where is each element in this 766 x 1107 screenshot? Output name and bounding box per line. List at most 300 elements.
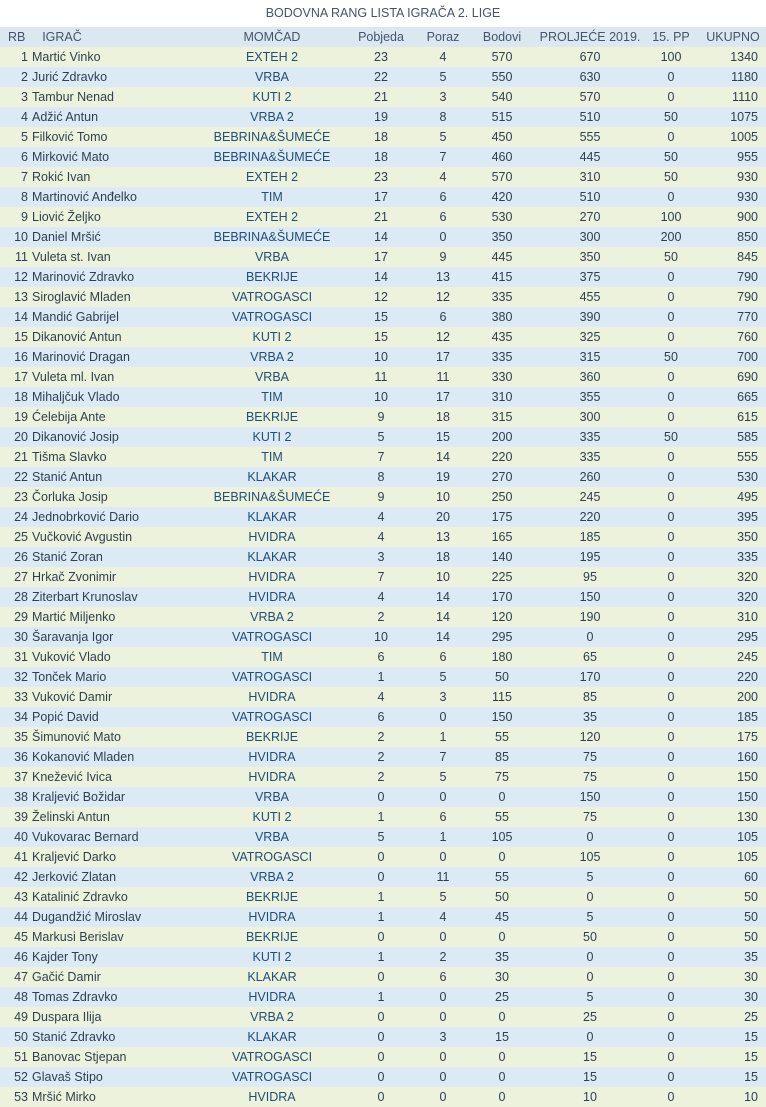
cell-points: 50	[495, 670, 509, 684]
cell-points: 85	[495, 750, 509, 764]
cell-player: Dugandžić Miroslav	[32, 910, 142, 924]
cell-points: 0	[498, 1050, 506, 1064]
cell-player: Vuleta ml. Ivan	[32, 370, 115, 384]
cell-points: 55	[495, 730, 509, 744]
cell-points: 45	[495, 910, 509, 924]
cell-wins: 18	[374, 130, 388, 144]
cell-points: 165	[491, 530, 513, 544]
cell-spring: 150	[579, 590, 601, 604]
table-row	[0, 207, 766, 227]
cell-team: HVIDRA	[248, 590, 296, 604]
cell-total: 930	[737, 170, 758, 184]
cell-losses: 6	[439, 650, 447, 664]
cell-points: 335	[491, 350, 513, 364]
cell-total: 105	[737, 830, 758, 844]
cell-total: 930	[737, 190, 758, 204]
cell-spring: 95	[583, 570, 597, 584]
cell-wins: 2	[377, 750, 385, 764]
cell-points: 0	[498, 1010, 506, 1024]
table-row	[0, 787, 766, 807]
cell-wins: 23	[374, 170, 388, 184]
cell-spring: 0	[586, 830, 594, 844]
cell-rb: 53	[14, 1090, 28, 1104]
cell-wins: 2	[377, 730, 385, 744]
table-row	[0, 907, 766, 927]
cell-rb: 10	[14, 230, 28, 244]
cell-pp: 0	[667, 370, 675, 384]
cell-team: BEBRINA&ŠUMEĆE	[213, 150, 331, 164]
cell-rb: 34	[14, 710, 28, 724]
cell-points: 450	[491, 130, 513, 144]
cell-points: 550	[491, 70, 513, 84]
cell-pp: 0	[667, 690, 675, 704]
cell-wins: 0	[377, 790, 385, 804]
table-row	[0, 307, 766, 327]
table-row	[0, 147, 766, 167]
cell-player: Marinović Dragan	[32, 350, 130, 364]
cell-total: 150	[737, 770, 758, 784]
cell-points: 330	[491, 370, 513, 384]
table-row	[0, 127, 766, 147]
cell-spring: 15	[583, 1070, 597, 1084]
cell-losses: 1	[439, 730, 447, 744]
cell-player: Mihaljčuk Vlado	[32, 390, 120, 404]
cell-player: Dikanović Antun	[32, 330, 122, 344]
cell-player: Vuković Damir	[32, 690, 113, 704]
cell-rb: 19	[14, 410, 28, 424]
cell-losses: 13	[436, 530, 450, 544]
cell-pp: 0	[667, 410, 675, 424]
cell-total: 1340	[730, 50, 758, 64]
table-row	[0, 87, 766, 107]
cell-player: Dikanović Josip	[32, 430, 119, 444]
cell-points: 0	[498, 1090, 506, 1104]
cell-team: KLAKAR	[247, 550, 297, 564]
cell-points: 250	[491, 490, 513, 504]
table-row	[0, 607, 766, 627]
cell-wins: 7	[377, 450, 385, 464]
cell-rb: 1	[21, 50, 28, 64]
table-row	[0, 887, 766, 907]
cell-team: TIM	[261, 450, 283, 464]
cell-rb: 46	[14, 950, 28, 964]
cell-points: 350	[491, 230, 513, 244]
cell-total: 50	[744, 930, 758, 944]
header-player: IGRAČ	[42, 30, 82, 44]
cell-wins: 4	[377, 530, 385, 544]
cell-total: 790	[737, 270, 758, 284]
cell-rb: 48	[14, 990, 28, 1004]
cell-total: 185	[737, 710, 758, 724]
cell-rb: 31	[14, 650, 28, 664]
cell-wins: 10	[374, 390, 388, 404]
cell-rb: 20	[14, 430, 28, 444]
cell-team: HVIDRA	[248, 1090, 296, 1104]
table-row	[0, 367, 766, 387]
cell-player: Šaravanja Igor	[32, 630, 114, 644]
cell-team: KLAKAR	[247, 470, 297, 484]
cell-player: Jednobrković Dario	[32, 510, 139, 524]
cell-points: 570	[491, 170, 513, 184]
cell-rb: 24	[14, 510, 28, 524]
cell-total: 350	[737, 530, 758, 544]
table-header	[0, 27, 766, 47]
table-row	[0, 547, 766, 567]
cell-player: Katalinić Zdravko	[32, 890, 128, 904]
cell-team: HVIDRA	[248, 690, 296, 704]
cell-pp: 0	[667, 330, 675, 344]
table-row	[0, 267, 766, 287]
cell-team: VATROGASCI	[231, 850, 313, 864]
cell-points: 0	[498, 850, 506, 864]
cell-spring: 0	[586, 950, 594, 964]
cell-pp: 0	[667, 1090, 675, 1104]
cell-wins: 1	[377, 810, 385, 824]
table-row	[0, 627, 766, 647]
cell-spring: 270	[579, 210, 601, 224]
cell-losses: 18	[436, 410, 450, 424]
cell-total: 295	[737, 630, 758, 644]
cell-spring: 245	[579, 490, 601, 504]
cell-wins: 19	[374, 110, 388, 124]
cell-wins: 0	[377, 930, 385, 944]
cell-points: 445	[491, 250, 513, 264]
cell-pp: 0	[667, 190, 675, 204]
cell-points: 115	[492, 690, 512, 704]
cell-wins: 0	[377, 970, 385, 984]
cell-pp: 0	[667, 550, 675, 564]
cell-losses: 4	[439, 50, 447, 64]
cell-total: 1005	[730, 130, 758, 144]
cell-spring: 510	[579, 190, 601, 204]
cell-pp: 50	[664, 350, 678, 364]
cell-player: Glavaš Stipo	[32, 1070, 103, 1084]
table-row	[0, 867, 766, 887]
cell-wins: 5	[377, 430, 385, 444]
cell-total: 395	[737, 510, 758, 524]
cell-losses: 6	[439, 190, 447, 204]
cell-team: KUTI 2	[252, 950, 292, 964]
cell-player: Banovac Stjepan	[32, 1050, 127, 1064]
cell-wins: 10	[374, 630, 388, 644]
cell-spring: 375	[579, 270, 601, 284]
cell-player: Jurić Zdravko	[32, 70, 108, 84]
cell-losses: 5	[439, 890, 447, 904]
cell-losses: 14	[436, 630, 450, 644]
cell-spring: 300	[579, 410, 601, 424]
cell-rb: 47	[14, 970, 28, 984]
cell-player: Martić Miljenko	[32, 610, 116, 624]
table-row	[0, 947, 766, 967]
cell-pp: 0	[667, 890, 675, 904]
cell-team: HVIDRA	[248, 910, 296, 924]
table-row	[0, 767, 766, 787]
cell-points: 50	[495, 890, 509, 904]
table-row	[0, 987, 766, 1007]
table-row	[0, 747, 766, 767]
cell-total: 1180	[731, 70, 758, 84]
cell-wins: 12	[374, 290, 388, 304]
cell-losses: 14	[436, 610, 450, 624]
cell-points: 0	[498, 1070, 506, 1084]
cell-wins: 0	[377, 1010, 385, 1024]
table-row	[0, 327, 766, 347]
table-row	[0, 647, 766, 667]
cell-player: Čorluka Josip	[32, 490, 108, 504]
cell-rb: 18	[14, 390, 28, 404]
cell-spring: 85	[583, 690, 597, 704]
cell-points: 55	[495, 870, 509, 884]
cell-team: KLAKAR	[247, 510, 297, 524]
cell-team: VATROGASCI	[231, 710, 313, 724]
cell-losses: 0	[439, 1070, 447, 1084]
cell-losses: 6	[439, 810, 447, 824]
cell-spring: 15	[583, 1050, 597, 1064]
table-row	[0, 667, 766, 687]
cell-total: 585	[737, 430, 758, 444]
cell-losses: 0	[439, 1090, 447, 1104]
cell-rb: 39	[14, 810, 28, 824]
cell-team: KUTI 2	[252, 90, 292, 104]
cell-points: 295	[491, 630, 513, 644]
table-row	[0, 1067, 766, 1087]
cell-total: 320	[737, 570, 758, 584]
cell-rb: 22	[14, 470, 28, 484]
cell-rb: 13	[14, 290, 28, 304]
cell-team: VRBA 2	[250, 110, 294, 124]
cell-player: Tonček Mario	[32, 670, 107, 684]
table-row	[0, 1047, 766, 1067]
cell-player: Mirković Mato	[32, 150, 110, 164]
cell-total: 1075	[730, 110, 758, 124]
cell-wins: 0	[377, 1050, 385, 1064]
cell-player: Duspara Ilija	[32, 1010, 102, 1024]
cell-rb: 11	[15, 250, 28, 264]
cell-total: 310	[737, 610, 758, 624]
cell-points: 435	[491, 330, 513, 344]
table-row	[0, 427, 766, 447]
cell-wins: 0	[377, 1030, 385, 1044]
cell-player: Ziterbart Krunoslav	[32, 590, 138, 604]
cell-pp: 0	[667, 730, 675, 744]
cell-wins: 18	[374, 150, 388, 164]
cell-total: 15	[744, 1030, 758, 1044]
cell-spring: 185	[579, 530, 601, 544]
cell-total: 10	[744, 1090, 758, 1104]
cell-points: 200	[491, 430, 513, 444]
cell-spring: 555	[579, 130, 601, 144]
table-row	[0, 407, 766, 427]
cell-pp: 50	[664, 110, 678, 124]
header-losses: Poraz	[426, 30, 460, 44]
cell-losses: 5	[439, 670, 447, 684]
cell-pp: 0	[667, 770, 675, 784]
cell-points: 35	[495, 950, 509, 964]
cell-spring: 5	[586, 870, 594, 884]
cell-rb: 16	[14, 350, 28, 364]
cell-spring: 310	[579, 170, 601, 184]
cell-points: 180	[491, 650, 513, 664]
cell-losses: 20	[436, 510, 450, 524]
table-row	[0, 487, 766, 507]
cell-rb: 5	[21, 130, 28, 144]
cell-player: Martić Vinko	[32, 50, 101, 64]
cell-player: Tišma Slavko	[32, 450, 107, 464]
cell-player: Vučković Avgustin	[32, 530, 133, 544]
table-row	[0, 927, 766, 947]
header-rb: RB	[8, 30, 26, 44]
cell-losses: 6	[439, 210, 447, 224]
cell-losses: 5	[439, 770, 447, 784]
cell-losses: 2	[439, 950, 447, 964]
cell-losses: 0	[439, 990, 447, 1004]
cell-pp: 0	[667, 1070, 675, 1084]
cell-wins: 17	[374, 190, 388, 204]
cell-player: Jerković Zlatan	[32, 870, 117, 884]
table-row	[0, 807, 766, 827]
cell-total: 60	[744, 870, 758, 884]
cell-pp: 0	[667, 470, 675, 484]
cell-player: Stanić Antun	[32, 470, 103, 484]
cell-points: 270	[491, 470, 513, 484]
cell-rb: 25	[14, 530, 28, 544]
table-row	[0, 227, 766, 247]
cell-team: VRBA	[254, 70, 290, 84]
cell-player: Liović Željko	[32, 210, 101, 224]
cell-total: 615	[737, 410, 758, 424]
cell-wins: 0	[377, 1090, 385, 1104]
cell-total: 130	[737, 810, 758, 824]
cell-pp: 0	[667, 750, 675, 764]
cell-losses: 7	[439, 750, 447, 764]
table-row	[0, 167, 766, 187]
cell-player: Filković Tomo	[32, 130, 108, 144]
table-row	[0, 247, 766, 267]
cell-player: Adžić Antun	[32, 110, 99, 124]
cell-player: Ćelebija Ante	[32, 410, 106, 424]
cell-spring: 220	[579, 510, 601, 524]
cell-losses: 17	[436, 350, 450, 364]
cell-pp: 0	[667, 830, 675, 844]
cell-team: KLAKAR	[247, 970, 297, 984]
cell-pp: 0	[667, 790, 675, 804]
cell-rb: 49	[14, 1010, 28, 1024]
cell-team: EXTEH 2	[245, 50, 299, 64]
cell-spring: 300	[579, 230, 601, 244]
cell-rb: 6	[21, 150, 28, 164]
cell-total: 530	[737, 470, 758, 484]
cell-losses: 15	[436, 430, 450, 444]
table-row	[0, 287, 766, 307]
cell-rb: 45	[14, 930, 28, 944]
cell-wins: 0	[377, 1070, 385, 1084]
cell-wins: 4	[377, 510, 385, 524]
cell-rb: 32	[14, 670, 28, 684]
cell-player: Hrkač Zvonimir	[32, 570, 117, 584]
cell-total: 770	[737, 310, 758, 324]
cell-spring: 5	[586, 910, 594, 924]
cell-total: 955	[737, 150, 758, 164]
cell-points: 170	[491, 590, 513, 604]
cell-team: VATROGASCI	[231, 1070, 313, 1084]
cell-pp: 0	[667, 1030, 675, 1044]
cell-team: VATROGASCI	[231, 630, 313, 644]
cell-pp: 0	[667, 850, 675, 864]
cell-team: BEBRINA&ŠUMEĆE	[213, 230, 331, 244]
table-row	[0, 507, 766, 527]
cell-spring: 50	[583, 930, 597, 944]
cell-losses: 5	[439, 130, 447, 144]
table-row	[0, 67, 766, 87]
cell-team: VATROGASCI	[231, 1050, 313, 1064]
cell-team: HVIDRA	[248, 750, 296, 764]
cell-spring: 105	[579, 850, 601, 864]
cell-spring: 445	[579, 150, 601, 164]
cell-spring: 355	[579, 390, 601, 404]
cell-wins: 2	[377, 770, 385, 784]
cell-player: Tambur Nenad	[32, 90, 114, 104]
cell-rb: 40	[14, 830, 28, 844]
cell-pp: 0	[667, 1010, 675, 1024]
cell-spring: 260	[579, 470, 601, 484]
cell-points: 515	[491, 110, 513, 124]
table-row	[0, 687, 766, 707]
cell-points: 150	[491, 710, 513, 724]
cell-pp: 0	[667, 1050, 675, 1064]
cell-team: HVIDRA	[248, 570, 296, 584]
cell-team: BEBRINA&ŠUMEĆE	[213, 490, 331, 504]
cell-player: Kokanović Mladen	[32, 750, 135, 764]
cell-player: Martinović Anđelko	[32, 190, 137, 204]
cell-team: BEKRIJE	[245, 930, 299, 944]
cell-wins: 23	[374, 50, 388, 64]
cell-wins: 22	[374, 70, 388, 84]
table-row	[0, 847, 766, 867]
cell-points: 0	[498, 930, 506, 944]
cell-rb: 23	[14, 490, 28, 504]
cell-losses: 12	[436, 330, 450, 344]
cell-points: 335	[491, 290, 513, 304]
cell-wins: 1	[377, 910, 385, 924]
cell-spring: 170	[579, 670, 601, 684]
cell-points: 0	[498, 790, 506, 804]
cell-pp: 50	[664, 170, 678, 184]
cell-pp: 0	[667, 490, 675, 504]
cell-total: 35	[744, 950, 758, 964]
cell-losses: 11	[436, 370, 450, 384]
cell-wins: 10	[374, 350, 388, 364]
cell-pp: 0	[667, 510, 675, 524]
cell-player: Šimunović Mato	[32, 730, 121, 744]
cell-team: EXTEH 2	[245, 210, 299, 224]
cell-points: 105	[491, 830, 513, 844]
cell-pp: 50	[664, 430, 678, 444]
table-row	[0, 707, 766, 727]
cell-losses: 0	[439, 790, 447, 804]
cell-team: VATROGASCI	[231, 290, 313, 304]
cell-pp: 0	[667, 290, 675, 304]
cell-losses: 17	[436, 390, 450, 404]
cell-player: Siroglavić Mladen	[32, 290, 131, 304]
cell-pp: 0	[667, 930, 675, 944]
cell-wins: 17	[374, 250, 388, 264]
header-total: UKUPNO	[706, 30, 760, 44]
cell-team: KLAKAR	[247, 1030, 297, 1044]
cell-points: 15	[495, 1030, 509, 1044]
cell-losses: 7	[439, 150, 447, 164]
cell-losses: 0	[439, 930, 447, 944]
cell-pp: 0	[667, 810, 675, 824]
